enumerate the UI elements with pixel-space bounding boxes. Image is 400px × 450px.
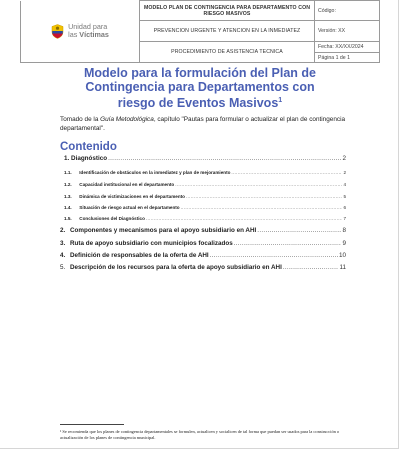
toc-number: 1.4. [64,205,72,210]
toc-number: 1.3. [64,194,72,199]
toc-number: 2. [60,227,66,234]
toc-entry-3[interactable] [60,240,346,247]
toc-entry-1-4[interactable] [64,205,346,210]
toc-page: 8 [342,227,346,234]
toc-heading: Contenido [60,141,117,153]
toc-label: Capacidad institucional en el departamento [79,182,175,187]
toc-page: 5 [343,194,346,199]
source-guide-name: Guía Metodológica [100,116,154,123]
toc-number: 3. [60,240,66,247]
logo-line2-prefix: las [68,30,80,40]
toc-leader [175,182,342,187]
toc-leader [186,194,342,199]
toc-entry-1[interactable] [64,155,346,162]
toc-entry-1-3[interactable] [64,194,346,199]
toc-page: 2 [343,170,346,175]
header-code-cell: Código: [315,1,380,21]
source-suffix: , capítulo "Pautas para formular o actualizar el plan de contingencia departamental". [60,116,346,132]
toc-number: 1. [64,155,70,162]
header-logo-cell [21,1,140,63]
logo-text [68,23,109,39]
toc-label: Dinámica de victimizaciones en el departamento [79,194,185,199]
toc-page: 4 [343,182,346,187]
toc-label: Identificación de obstáculos en la inmediatez y plan de mejoramiento [79,170,231,175]
toc-label: Conclusiones del Diagnóstico [79,216,145,221]
toc-leader [210,252,338,259]
toc-page: 10 [338,252,346,259]
toc-page: 9 [342,240,346,247]
toc-label: Ruta de apoyo subsidiario con municipios focalizados [70,240,233,247]
toc-entry-1-5[interactable] [64,216,346,221]
toc-number: 1.2. [64,182,72,187]
toc-entry-1-1[interactable] [64,170,346,175]
header-title-cell: MODELO PLAN DE CONTINGENCIA PARA DEPARTAMENTO CON RIESGO MASIVOS [140,1,315,21]
unidad-victimas-logo [24,23,136,39]
toc-number: 1.1. [64,170,72,175]
toc-page: 6 [343,205,346,210]
toc-page: 7 [343,216,346,221]
header-process-cell: PREVENCION URGENTE Y ATENCION EN LA INMEDIATEZ [140,21,315,42]
toc-leader [181,205,343,210]
footnote: ¹ Se recomienda que los planes de contingencia departamentales se formulen, actualicen y socialicen de tal forma que puedan ser usados para la construcción o actualización de los planes de contingencia municipal. [60,429,340,440]
header-version-cell: Versión: XX [315,21,380,42]
toc-label: Situación de riesgo actual en el departamento [79,205,180,210]
document-header-table [20,0,380,63]
toc-page: 11 [339,264,346,271]
document-title [40,66,360,110]
toc-leader [257,227,341,234]
header-date-page-cell [315,42,380,63]
source-paragraph [60,116,360,133]
logo-line1: Unidad para [68,22,108,32]
toc-leader [108,155,341,162]
toc-number: 5. [60,264,66,271]
toc-page: 2 [342,155,346,162]
header-page: Página 1 de 1 [318,54,351,61]
header-procedure-cell: PROCEDIMIENTO DE ASISTENCIA TECNICA [140,42,315,63]
toc-number: 4. [60,252,66,259]
footnote-separator [60,424,124,425]
title-line1: Modelo para la formulación del Plan de [84,66,316,80]
toc-entry-5[interactable] [60,264,346,271]
toc-entry-1-2[interactable] [64,182,346,187]
toc-number: 1.5. [64,216,72,221]
toc-entry-2[interactable] [60,227,346,234]
title-line3-text: riesgo de Eventos Masivos [117,96,279,111]
title-line2: Contingencia para Departamentos con [85,80,315,94]
source-prefix: Tomado de la [60,116,101,123]
toc-label: Descripción de los recursos para la oferta de apoyo subsidiario en AHI [70,264,282,271]
title-footnote-mark: 1 [278,97,283,104]
toc-leader [234,240,342,247]
toc-entry-4[interactable] [60,252,346,259]
toc-leader [146,216,343,221]
title-line3 [40,94,360,110]
toc-leader [231,170,342,175]
logo-line2 [68,31,109,39]
toc-label: Definición de responsables de la oferta de AHI [70,252,209,259]
header-date: Fecha: XX/XX/2024 [315,44,379,53]
toc-leader [283,264,339,271]
toc-label: Componentes y mecanismos para el apoyo subsidiario en AHI [70,227,257,234]
toc-label: Diagnóstico [71,155,108,162]
colombia-seal-icon [51,24,64,39]
logo-line2-bold: Víctimas [79,30,109,40]
